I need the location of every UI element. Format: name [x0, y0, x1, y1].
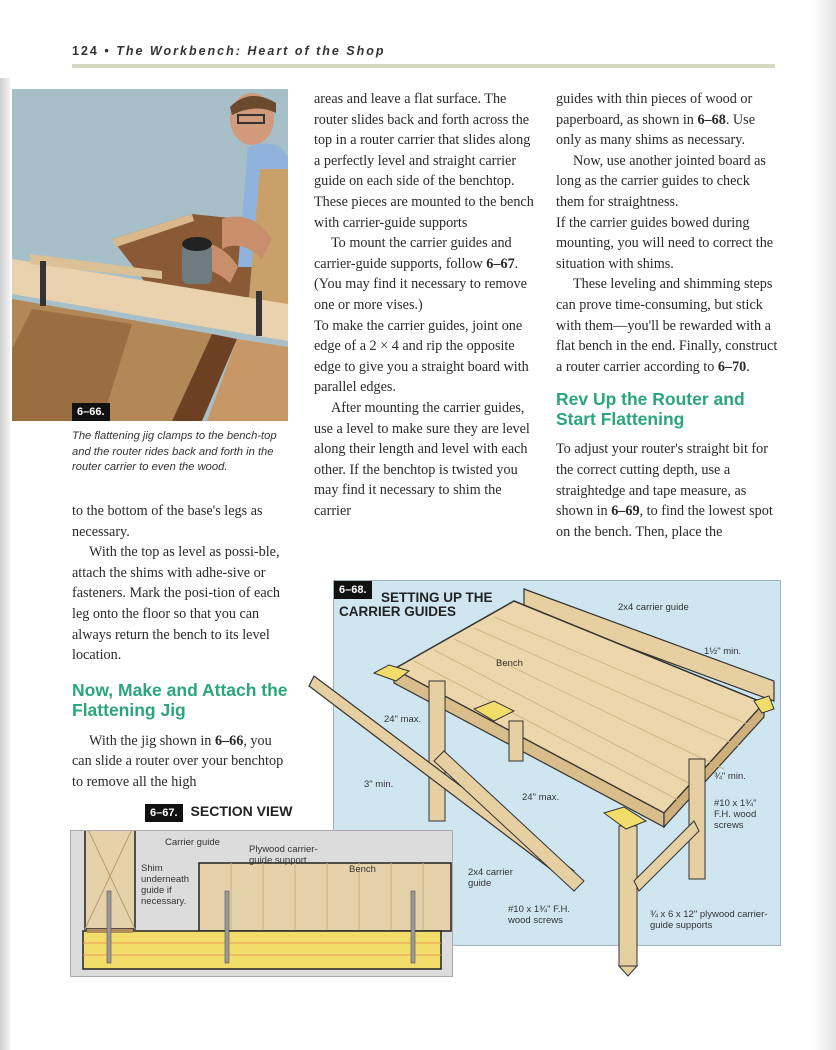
paragraph — [556, 274, 778, 377]
paragraph — [72, 731, 294, 793]
figure-reference: 6–69 — [611, 503, 640, 520]
text: These leveling and shimming steps can prove time-consuming, but stick with them—you'll be rewarded with a flat bench in the end. Finally, construct a router carrier according to — [556, 276, 778, 375]
label-shim: Shim underneath guide if necessary. — [141, 863, 190, 907]
label-bench: Bench — [349, 864, 376, 875]
text: To mount the carrier guides and carrier-guide supports, follow — [314, 235, 512, 272]
label-carrier-guide-top: 2x4 carrier guide — [618, 602, 689, 613]
paragraph: to the bottom of the base's legs as necessary. — [72, 503, 263, 540]
section-heading-rev-up-router: Rev Up the Router and Start Flattening — [556, 389, 745, 430]
column-1 — [72, 501, 294, 793]
page-left-edge — [0, 78, 10, 1050]
book-title: The Workbench: Heart of the Shop — [116, 44, 386, 58]
label-max-24-a: 24" max. — [384, 714, 422, 725]
label-screws-right: #10 x 1¾" F.H. wood screws — [714, 798, 757, 831]
label-max-24-b: 24" max. — [522, 792, 560, 803]
figure-title — [339, 591, 493, 619]
label-plywood-support: Plywood carrier-guide support — [249, 844, 318, 866]
figure-title-line-2: CARRIER GUIDES — [339, 604, 457, 619]
figure-label-6-68: 6–68. — [334, 581, 372, 599]
photo-caption: The flattening jig clamps to the bench-top and the router rides back and forth in the router carrier to even the wood. — [72, 430, 277, 473]
figure-label-6-67: 6–67. — [145, 804, 183, 822]
label-min-3-4: ¾" min. — [714, 771, 746, 782]
text: , to find the lowest spot on the bench. Then, place the — [556, 503, 773, 540]
figure-reference: 6–68 — [697, 111, 726, 128]
figure-reference: 6–66 — [214, 732, 244, 749]
label-bench: Bench — [496, 658, 523, 669]
paragraph — [556, 89, 778, 151]
paragraph — [314, 233, 534, 315]
label-carrier-guide: Carrier guide — [165, 837, 220, 848]
figure-6-67-section-view — [70, 830, 453, 977]
text: . Use only as many shims as necessary. — [556, 111, 755, 149]
paragraph: If the carrier guides bowed during mounting, you will need to correct the situation with shims. — [556, 214, 774, 272]
page-right-edge — [814, 0, 836, 1050]
text: With the jig shown in — [89, 732, 215, 749]
label-screws-bottom: #10 x 1¾" F.H. wood screws — [508, 904, 570, 926]
column-3 — [556, 89, 778, 542]
photo-illustration — [12, 89, 288, 421]
paragraph: areas and leave a flat surface. The router slides back and forth across the top in a router carrier that slides along a perfectly level and straight carrier guide on each side of the benchtop. These pieces are mounted to the bench with carrier-guide supports — [314, 91, 534, 231]
figure-title-line-1: SETTING UP THE — [381, 590, 493, 605]
header-separator: • — [104, 44, 111, 58]
figure-6-67-heading — [145, 803, 292, 822]
running-header — [72, 44, 386, 58]
section-heading-flattening-jig: Now, Make and Attach the Flattening Jig — [72, 679, 288, 720]
figure-reference: 6–67 — [486, 255, 515, 272]
header-rule — [72, 64, 775, 68]
figure-title: SECTION VIEW — [190, 803, 293, 819]
column-2 — [314, 89, 534, 521]
text: . (You may find it necessary to remove one or more vises.) — [314, 255, 527, 313]
label-min-1-5: 1½" min. — [704, 646, 742, 657]
label-carrier-guide-bottom: 2x4 carrier guide — [468, 867, 513, 889]
text: To adjust your router's straight bit for the correct cutting depth, use a straightedge and tape measure, as shown in — [556, 441, 768, 520]
photo-flattening-jig — [12, 89, 288, 421]
text: , you can slide a router over your benchtop to remove all the high — [72, 732, 284, 790]
paragraph: Now, use another jointed board as long as the carrier guides to check them for straightness. — [556, 152, 766, 210]
paragraph — [556, 439, 778, 542]
paragraph: To make the carrier guides, joint one edge of a 2 × 4 and rip the opposite edge to give you a straight board with parallel edges. — [314, 317, 529, 396]
figure-label-6-66: 6–66. — [72, 403, 110, 421]
paragraph: After mounting the carrier guides, use a level to make sure they are level along their length and level with each other. If the benchtop is twisted you may find it necessary to shim the carrier — [314, 399, 530, 519]
text: . — [746, 358, 750, 375]
label-min-3: 3" min. — [364, 779, 394, 790]
label-supports: ¾ x 6 x 12" plywood carrier-guide supports — [650, 909, 768, 931]
paragraph: With the top as level as possi-ble, attach the shims with adhe-sive or fasteners. Mark the posi-tion of each leg onto the floor so that you can always return the bench to its level location. — [72, 544, 281, 664]
text: guides with thin pieces of wood or paperboard, as shown in — [556, 91, 753, 128]
figure-reference: 6–70 — [717, 358, 747, 375]
page-number: 124 — [72, 44, 99, 58]
